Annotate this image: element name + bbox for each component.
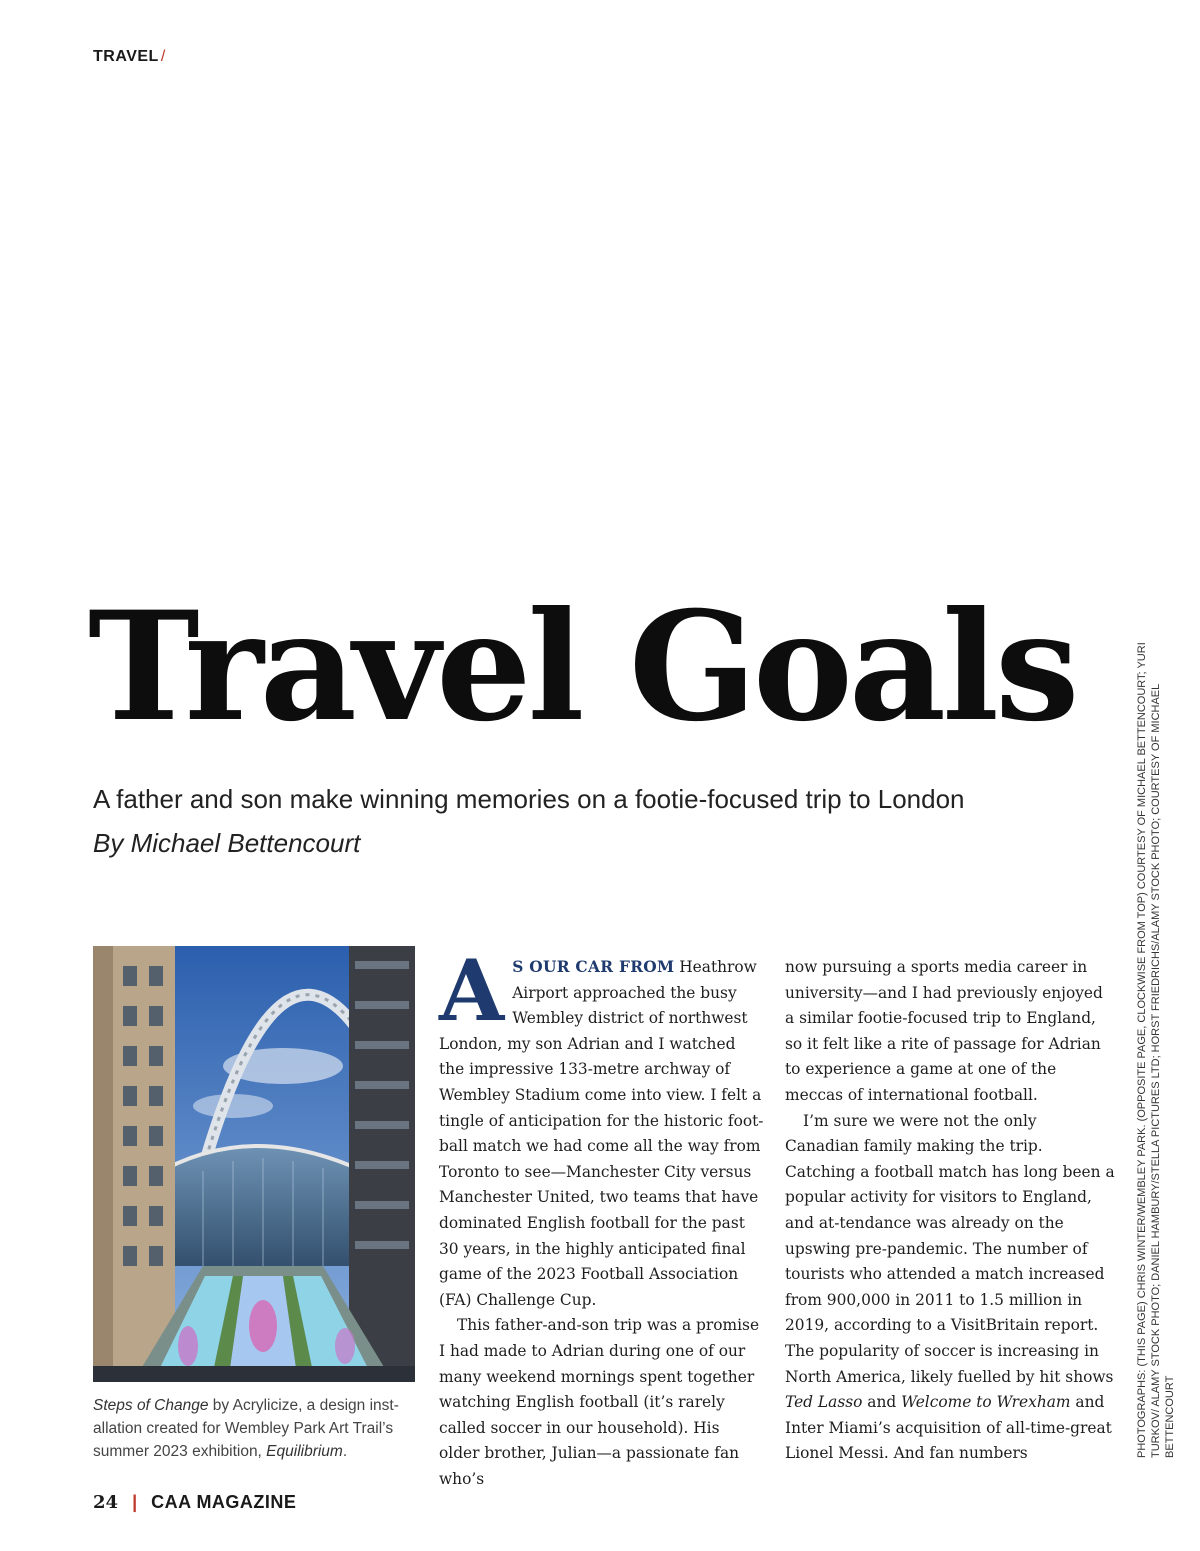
caption-exhibition: Equilibrium	[266, 1443, 343, 1460]
body-p2: This father-and-son trip was a promise I had made to Adrian during one of our many weekend mornings spent together watching English football (it’s rarely called soccer in our household). His older brother, Julian—a passionate fan who’s	[439, 1316, 760, 1488]
stadium-photo	[93, 946, 415, 1382]
lead-in: S OUR CAR FROM	[512, 958, 675, 976]
caption-artwork: Steps of Change	[93, 1397, 209, 1414]
section-name: TRAVEL	[93, 48, 159, 65]
body-p1: Heathrow Airport approached the busy Wembley district of northwest London, my son Adrian and I watched the impressive 133-metre archway of Wembley Stadium come into view. I felt a tingle of anticipation for the historic foot-ball match we had come all the way from Toronto to see—Manchester City versus Manchester United, two teams that have dominated English football for the past 30 years, in the highly anticipated final game of the 2023 Football Association (FA) Challenge Cup.	[439, 958, 764, 1309]
body-p3: now pursuing a sports media career in university—and I had previously enjoyed a similar footie-focused trip to England, so it felt like a rite of passage for Adrian to experience a game at one of the meccas of international football.	[785, 958, 1103, 1104]
caption-end: .	[342, 1443, 348, 1460]
section-slash: /	[160, 48, 166, 65]
page-footer	[93, 1492, 296, 1513]
show-title: Welcome to Wrexham	[901, 1393, 1071, 1412]
body-p4a: I’m sure we were not the only Canadian family making the trip. Catching a football match has long been a popular activity for visitors to England, and at-tendance was already on the upswing pre-pandemic. The number of tourists who attended a match increased from 900,000 in 2011 to 1.5 million in 2019, according to a VisitBritain report. The popularity of soccer is increasing in North America, likely fuelled by hit shows	[785, 1111, 1115, 1386]
caption-text: by Acrylicize, a design inst-allation created for Wembley Park Art Trail’s summer 2023 exhibition,	[93, 1397, 399, 1460]
article-title: Travel Goals	[88, 579, 1076, 755]
section-label	[93, 48, 166, 66]
article-dek: A father and son make winning memories on a footie-focused trip to London	[93, 784, 965, 814]
body-paragraph	[785, 1109, 1115, 1467]
magazine-name: CAA MAGAZINE	[151, 1492, 297, 1512]
article-byline: By Michael Bettencourt	[93, 828, 361, 858]
body-paragraph	[439, 941, 764, 1313]
photo-caption	[93, 1394, 423, 1463]
photo-credit: PHOTOGRAPHS: (THIS PAGE) CHRIS WINTER/WEMBLEY PARK. (OPPOSITE PAGE, CLOCKWISE FROM TOP) COURTESY OF MICHAEL BETTENCOURT; YURI TURKOV/ ALAMY STOCK PHOTO; DANIEL HAMBURY/STELLA PICTURES LTD; HORST FRIEDRICHS/ALAMY STOCK PHOTO; COURTESY OF MICHAEL BETTENCOURT	[1136, 642, 1176, 1458]
body-p4b: and Inter Miami’s acquisition of all-time-great Lionel Messi. And fan numbers	[785, 1393, 1112, 1463]
body-column-1	[439, 941, 764, 1492]
body-and: and	[862, 1393, 902, 1412]
body-column-2	[785, 955, 1115, 1467]
page-number: 24	[93, 1492, 119, 1513]
footer-separator: |	[132, 1492, 138, 1512]
drop-cap: A	[439, 941, 505, 1040]
show-title: Ted Lasso	[785, 1393, 863, 1412]
